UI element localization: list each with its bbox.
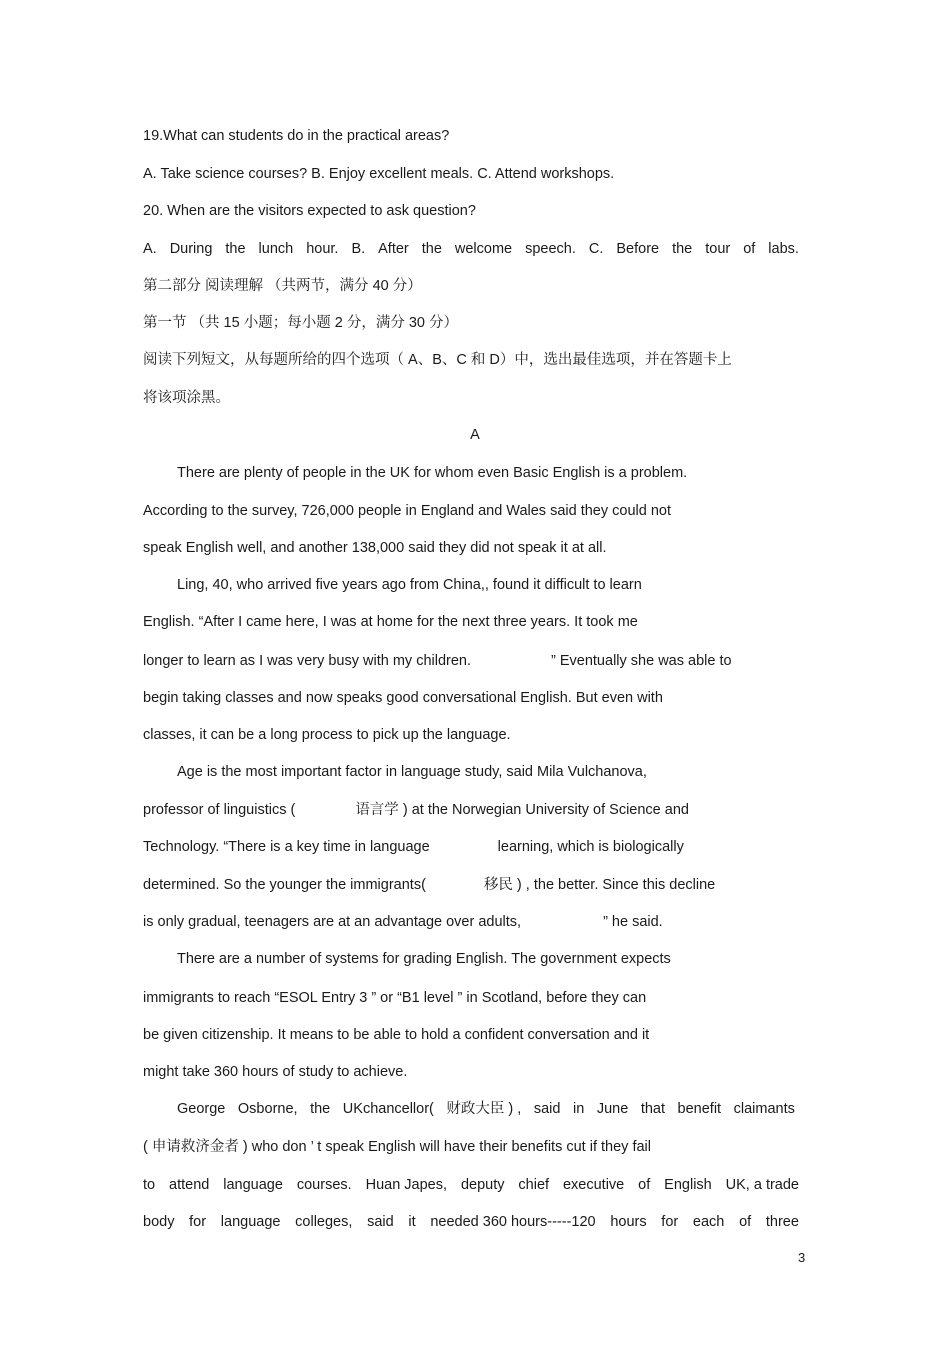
word: 财政大臣 ) , xyxy=(446,1101,522,1117)
word: the xyxy=(225,241,246,257)
word: attend xyxy=(169,1177,210,1193)
passage-line xyxy=(143,913,663,931)
passage-line xyxy=(177,1100,795,1118)
instruction-line-2: 将该项涂黑。 xyxy=(143,390,230,406)
passage-line: Ling, 40, who arrived five years ago from China,, found it difficult to learn xyxy=(177,577,642,593)
passage-line: begin taking classes and now speaks good conversational English. But even with xyxy=(143,690,663,706)
question-20: 20. When are the visitors expected to ask question? xyxy=(143,203,476,219)
text-segment: ” Eventually she was able to xyxy=(551,653,732,669)
word: each xyxy=(692,1214,725,1230)
word: three xyxy=(765,1214,799,1230)
word: June xyxy=(596,1101,629,1117)
word: it xyxy=(408,1214,416,1230)
word: Huan Japes, xyxy=(365,1177,448,1193)
text-segment: ” he said. xyxy=(603,914,663,930)
word: After xyxy=(378,241,409,257)
passage-line xyxy=(143,838,684,856)
word: Osborne, xyxy=(237,1101,298,1117)
word: welcome xyxy=(454,241,513,257)
passage-line: Age is the most important factor in language study, said Mila Vulchanova, xyxy=(177,764,647,780)
word: of xyxy=(638,1177,651,1193)
page-number: 3 xyxy=(798,1250,806,1265)
section-1-heading: 第一节 （共 15 小题；每小题 2 分，满分 30 分） xyxy=(143,315,459,331)
passage-line: be given citizenship. It means to be able to hold a confident conversation and it xyxy=(143,1027,650,1043)
word: of xyxy=(739,1214,752,1230)
passage-line xyxy=(143,1213,799,1231)
text-segment: Technology. “There is a key time in language xyxy=(143,839,430,855)
part-2-heading: 第二部分 阅读理解 （共两节，满分 40 分） xyxy=(143,278,422,294)
word: said xyxy=(533,1101,561,1117)
passage-line: English. “After I came here, I was at home for the next three years. It took me xyxy=(143,614,638,630)
word: language xyxy=(220,1214,281,1230)
word: Before xyxy=(616,241,660,257)
passage-label: A xyxy=(470,427,480,443)
text-segment: 移民 ) , the better. Since this decline xyxy=(483,877,716,893)
passage-line: ( 申请救济金者 ) who don ’ t speak English will have their benefits cut if they fail xyxy=(143,1139,651,1155)
text-segment: determined. So the younger the immigrants( xyxy=(143,877,426,893)
word: colleges, xyxy=(295,1214,353,1230)
passage-line xyxy=(143,801,689,819)
word: that xyxy=(640,1101,665,1117)
word: the xyxy=(672,241,693,257)
word: claimants xyxy=(733,1101,795,1117)
text-segment: learning, which is biologically xyxy=(497,839,684,855)
word: body xyxy=(143,1214,175,1230)
word: executive xyxy=(562,1177,625,1193)
word: in xyxy=(573,1101,585,1117)
question-19: 19.What can students do in the practical areas? xyxy=(143,128,450,144)
word: English xyxy=(664,1177,712,1193)
passage-line: classes, it can be a long process to pick up the language. xyxy=(143,727,511,743)
question-19-options: A. Take science courses? B. Enjoy excellent meals. C. Attend workshops. xyxy=(143,166,615,182)
word: benefit xyxy=(677,1101,722,1117)
word: speech. xyxy=(525,241,576,257)
passage-line: might take 360 hours of study to achieve. xyxy=(143,1064,408,1080)
word: B. xyxy=(351,241,366,257)
word: the xyxy=(421,241,442,257)
word: for xyxy=(661,1214,679,1230)
word: the xyxy=(310,1101,331,1117)
instruction-line-1: 阅读下列短文，从每题所给的四个选项（ A、B、C 和 D）中，选出最佳选项，并在答题卡上 xyxy=(143,352,732,368)
word: hours xyxy=(610,1214,647,1230)
word: deputy xyxy=(460,1177,505,1193)
word: During xyxy=(169,241,213,257)
word: to xyxy=(143,1177,156,1193)
word: UK, a trade xyxy=(725,1177,799,1193)
question-20-options xyxy=(143,240,799,258)
passage-line xyxy=(143,1176,799,1194)
passage-line xyxy=(143,876,715,894)
word: of xyxy=(743,241,756,257)
text-segment: longer to learn as I was very busy with my children. xyxy=(143,653,471,669)
text-segment: is only gradual, teenagers are at an advantage over adults, xyxy=(143,914,522,930)
word: UKchancellor( xyxy=(342,1101,434,1117)
passage-line xyxy=(143,652,732,670)
word: A. xyxy=(143,241,157,257)
word: C. xyxy=(588,241,604,257)
word: tour xyxy=(705,241,731,257)
text-segment: professor of linguistics ( xyxy=(143,802,296,818)
word: courses. xyxy=(296,1177,352,1193)
word: language xyxy=(223,1177,283,1193)
word: George xyxy=(177,1101,226,1117)
passage-line: There are a number of systems for grading English. The government expects xyxy=(177,951,671,967)
word: hour. xyxy=(306,241,339,257)
word: labs. xyxy=(768,241,799,257)
word: said xyxy=(367,1214,394,1230)
word: needed 360 hours-----120 xyxy=(430,1214,596,1230)
passage-line: There are plenty of people in the UK for whom even Basic English is a problem. xyxy=(177,465,688,481)
passage-line: According to the survey, 726,000 people in England and Wales said they could not xyxy=(143,503,671,519)
word: lunch xyxy=(258,241,294,257)
word: chief xyxy=(518,1177,550,1193)
passage-line: immigrants to reach “ESOL Entry 3 ” or “B1 level ” in Scotland, before they can xyxy=(143,990,647,1006)
passage-line: speak English well, and another 138,000 said they did not speak it at all. xyxy=(143,540,607,556)
word: for xyxy=(189,1214,207,1230)
text-segment: 语言学 ) at the Norwegian University of Science and xyxy=(355,802,689,818)
